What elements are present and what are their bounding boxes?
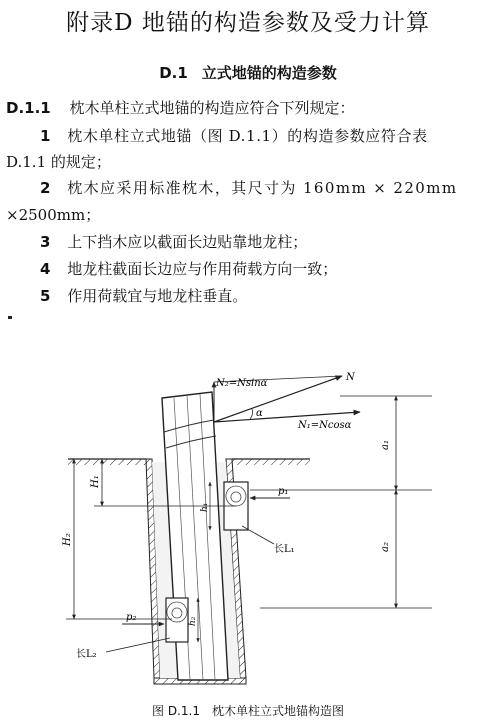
item-1 [6, 126, 496, 146]
caption-number: 图 D.1.1 [152, 704, 200, 718]
item-3 [6, 232, 496, 252]
label-p2: p₂ [126, 612, 137, 623]
appendix-title: 附录D 地锚的构造参数及受力计算 [66, 10, 430, 36]
item-2-cont: ×2500mm； [6, 206, 101, 224]
clause-intro: 枕木单柱立式地锚的构造应符合下列规定： [69, 99, 355, 117]
label-N: N [346, 372, 355, 383]
caption-text: 枕木单柱立式地锚构造图 [211, 704, 344, 718]
item-3-text: 上下挡木应以截面长边贴靠地龙柱； [67, 233, 308, 251]
item-4-number: 4 [40, 260, 51, 278]
item-1-text: 枕木单柱立式地锚（图 D.1.1）的构造参数应符合表 [67, 127, 428, 145]
item-4-text: 地龙柱截面长边应与作用荷载方向一致； [67, 260, 338, 278]
stray-mark [8, 316, 12, 319]
label-p1: p₁ [278, 486, 289, 497]
ground-hatch-left [68, 459, 146, 465]
section-title [0, 62, 496, 83]
clause-number: D.1.1 [6, 99, 51, 117]
anchor-figure [60, 362, 444, 696]
lower-block [166, 598, 188, 642]
item-3-number: 3 [40, 233, 51, 251]
figure-caption [0, 702, 496, 719]
label-h2: h₂ [188, 616, 198, 626]
label-h1: h₁ [200, 502, 210, 512]
alpha-arc [250, 409, 253, 419]
label-N1: N₁=Ncosα [298, 420, 352, 431]
label-L2: 长L₂ [76, 649, 97, 660]
label-alpha: α [256, 408, 263, 419]
label-N2: N₂=Nsinα [216, 378, 268, 389]
item-1-number: 1 [40, 127, 51, 145]
item-1-cont: D.1.1 的规定； [6, 153, 111, 171]
item-2-text: 枕木应采用标准枕木，其尺寸为 160mm × 220mm [67, 179, 458, 197]
label-H1: H₁ [90, 475, 101, 488]
section-title-text: 立式地锚的构造参数 [201, 64, 337, 82]
label-a1: a₁ [380, 440, 391, 450]
ground-hatch-right [232, 459, 310, 465]
leader-L1 [242, 526, 274, 544]
label-L1: 长L₁ [274, 544, 295, 555]
item-5 [6, 286, 496, 306]
item-5-text: 作用荷载宜与地龙柱垂直。 [67, 287, 248, 305]
clause-intro-line [6, 98, 492, 118]
section-number: D.1 [159, 64, 188, 82]
item-5-number: 5 [40, 287, 51, 305]
label-a2: a₂ [380, 542, 391, 552]
anchor-diagram [60, 362, 444, 696]
item-2-number: 2 [40, 179, 51, 197]
item-4 [6, 259, 496, 279]
label-H2: H₂ [62, 533, 73, 546]
item-2 [6, 178, 496, 198]
